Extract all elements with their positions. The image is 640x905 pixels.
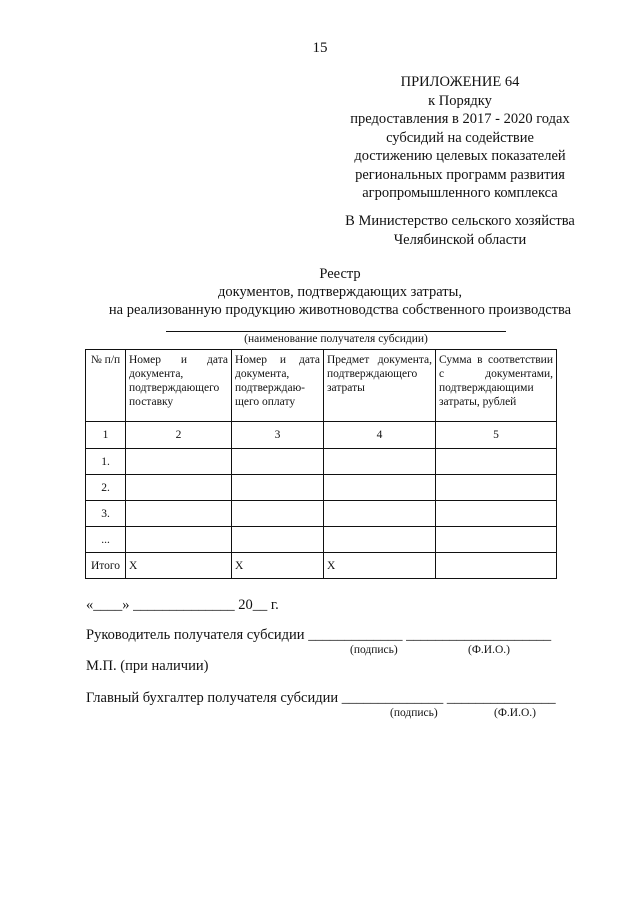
header-number: № п/п — [86, 350, 126, 422]
table-cell: 1. — [86, 449, 126, 475]
table-cell — [126, 501, 232, 527]
accountant-signature-caption: (подпись) — [390, 707, 438, 719]
column-number: 3 — [232, 422, 324, 449]
appendix-line: к Порядку — [428, 92, 492, 109]
table-row — [86, 475, 557, 501]
accountant-signature-line: Главный бухгалтер получателя субсидии ______________ _______________ — [86, 690, 556, 706]
table-cell — [436, 501, 557, 527]
table-cell — [126, 475, 232, 501]
header-subject: Предмет документа, подтверждающего затраты — [324, 350, 436, 422]
total-cell: Х — [126, 553, 232, 579]
column-numbers-row — [86, 422, 557, 449]
table-cell: 2. — [86, 475, 126, 501]
header-delivery-doc: Номер и дата документа, подтверждающего поставку — [126, 350, 232, 422]
date-line: «____» ______________ 20__ г. — [86, 597, 279, 613]
registry-table — [85, 349, 557, 579]
total-cell: Х — [232, 553, 324, 579]
header-payment-doc: Номер и дата документа, подтверждаю-щего оплату — [232, 350, 324, 422]
table-header-row — [86, 350, 557, 422]
head-name-caption: (Ф.И.О.) — [468, 644, 510, 656]
table-cell — [232, 527, 324, 553]
appendix-line: субсидий на содействие — [386, 129, 534, 146]
table-cell — [232, 501, 324, 527]
document-title — [60, 265, 620, 319]
table-cell — [232, 449, 324, 475]
table-cell — [324, 475, 436, 501]
header-amount: Сумма в соответствии с документами, подтверждающими затраты, рублей — [436, 350, 557, 422]
appendix-line: достижению целевых показателей — [354, 148, 566, 164]
appendix-line: агропромышленного комплекса — [362, 185, 558, 201]
accountant-name-caption: (Ф.И.О.) — [494, 707, 536, 719]
table-cell — [436, 449, 557, 475]
title-line: документов, подтверждающих затраты, — [218, 284, 462, 300]
head-signature-line: Руководитель получателя субсидии _____________ ____________________ — [86, 627, 552, 643]
table-cell — [436, 527, 557, 553]
table-row — [86, 501, 557, 527]
table-cell — [126, 449, 232, 475]
appendix-line: предоставления в 2017 - 2020 годах — [350, 111, 570, 127]
column-number: 1 — [86, 422, 126, 449]
table-cell — [324, 527, 436, 553]
column-number: 5 — [436, 422, 557, 449]
table-cell — [324, 501, 436, 527]
recipient-underline — [166, 331, 506, 332]
recipient-caption: (наименование получателя субсидии) — [244, 333, 428, 345]
table-cell — [324, 449, 436, 475]
stamp-line: М.П. (при наличии) — [86, 658, 209, 674]
title-line: на реализованную продукцию животноводства собственного производства — [108, 302, 572, 318]
addressee-line: Челябинской области — [393, 231, 527, 248]
table-row — [86, 527, 557, 553]
table-total-row — [86, 553, 557, 579]
appendix-line: ПРИЛОЖЕНИЕ 64 — [400, 74, 520, 90]
column-number: 2 — [126, 422, 232, 449]
page-number: 15 — [312, 40, 328, 56]
total-cell: Х — [324, 553, 436, 579]
appendix-header — [330, 73, 590, 203]
table-cell — [436, 475, 557, 501]
table-cell: ... — [86, 527, 126, 553]
table-cell — [126, 527, 232, 553]
table-cell — [232, 475, 324, 501]
title-line: Реестр — [319, 266, 361, 282]
addressee — [330, 212, 590, 249]
total-label: Итого — [86, 553, 126, 579]
head-signature-caption: (подпись) — [350, 644, 398, 656]
addressee-line: В Министерство сельского хозяйства — [345, 213, 575, 229]
table-cell: 3. — [86, 501, 126, 527]
column-number: 4 — [324, 422, 436, 449]
table-row — [86, 449, 557, 475]
appendix-line: региональных программ развития — [355, 166, 565, 183]
total-cell — [436, 553, 557, 579]
